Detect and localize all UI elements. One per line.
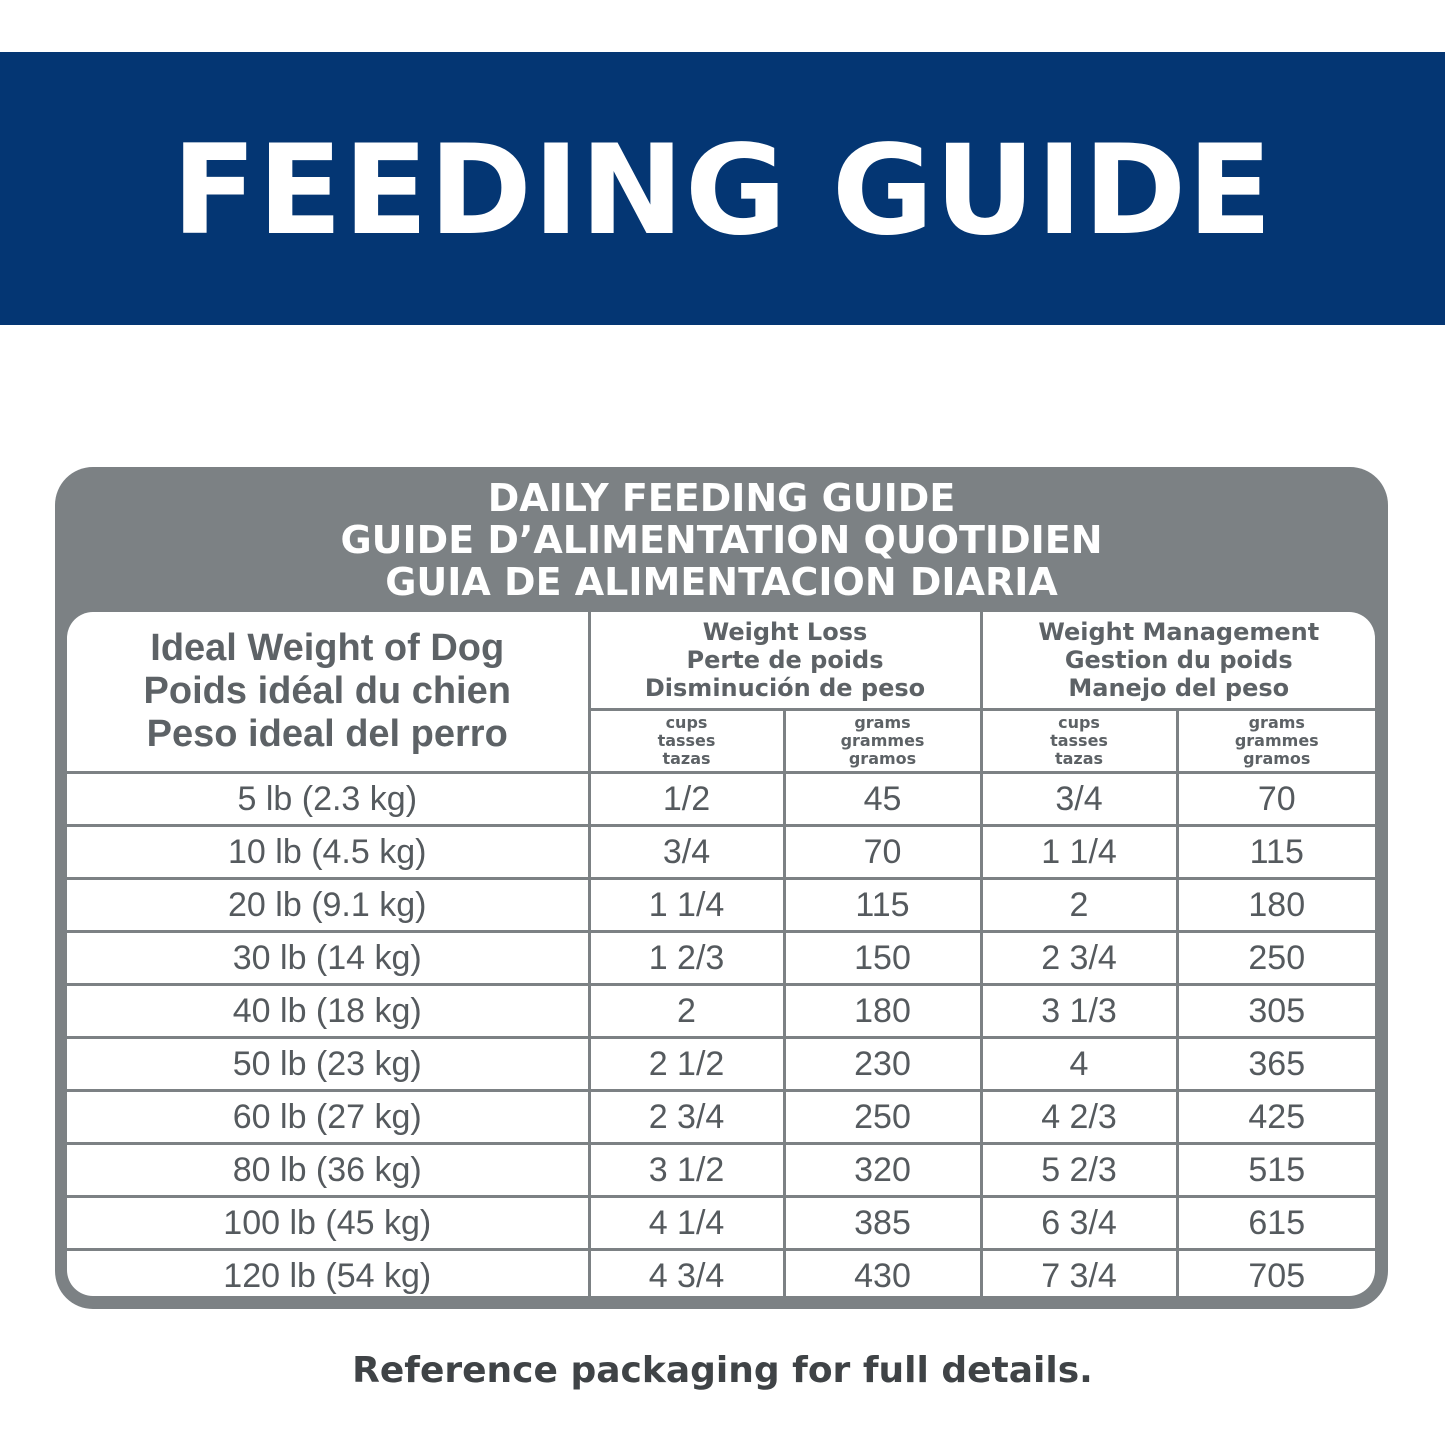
weight-loss-en: Weight Loss: [702, 618, 868, 646]
table-row: [67, 1197, 1375, 1250]
unit-label: gramos: [1243, 749, 1311, 768]
weight-header: [67, 612, 589, 773]
mgmt-cups-cell: 2: [981, 879, 1177, 932]
mgmt-cups-cell: 5 2/3: [981, 1144, 1177, 1197]
table-row: [67, 932, 1375, 985]
card-title-en: DAILY FEEDING GUIDE: [487, 476, 956, 520]
mgmt-grams-cell: 515: [1177, 1144, 1375, 1197]
card-title-es: GUIA DE ALIMENTACION DIARIA: [385, 560, 1058, 604]
card-title-fr: GUIDE D’ALIMENTATION QUOTIDIEN: [340, 518, 1103, 562]
mgmt-grams-cell: 305: [1177, 985, 1375, 1038]
unit-label: grammes: [840, 731, 925, 750]
mgmt-cups-cell: 3/4: [981, 773, 1177, 826]
loss-grams-cell: 45: [784, 773, 981, 826]
weight-cell: 60 lb (27 kg): [67, 1091, 589, 1144]
mgmt-grams-cell: 250: [1177, 932, 1375, 985]
weight-management-es: Manejo del peso: [1068, 674, 1290, 702]
table-row: [67, 1250, 1375, 1297]
loss-cups-cell: 3 1/2: [589, 1144, 784, 1197]
page-title: FEEDING GUIDE: [171, 118, 1274, 263]
unit-label: cups: [1058, 713, 1100, 732]
loss-grams-cell: 230: [784, 1038, 981, 1091]
unit-label: grams: [854, 713, 911, 732]
mgmt-grams-cell: 365: [1177, 1038, 1375, 1091]
loss-grams-cell: 250: [784, 1091, 981, 1144]
weight-cell: 40 lb (18 kg): [67, 985, 589, 1038]
loss-cups-cell: 2: [589, 985, 784, 1038]
weight-cell: 120 lb (54 kg): [67, 1250, 589, 1297]
mgmt-cups-cell: 7 3/4: [981, 1250, 1177, 1297]
loss-cups-cell: 3/4: [589, 826, 784, 879]
loss-cups-cell: 4 1/4: [589, 1197, 784, 1250]
loss-grams-cell: 385: [784, 1197, 981, 1250]
table-row: [67, 1038, 1375, 1091]
weight-loss-es: Disminución de peso: [644, 674, 926, 702]
loss-cups-cell: 1/2: [589, 773, 784, 826]
unit-label: tasses: [657, 731, 716, 750]
footer-note: Reference packaging for full details.: [352, 1350, 1093, 1391]
loss-grams-cell: 320: [784, 1144, 981, 1197]
loss-cups-cell: 1 2/3: [589, 932, 784, 985]
mgmt-cups-cell: 1 1/4: [981, 826, 1177, 879]
weight-header-en: Ideal Weight of Dog: [150, 627, 505, 669]
unit-header-cups: [981, 710, 1177, 773]
unit-label: tasses: [1050, 731, 1108, 750]
loss-grams-cell: 150: [784, 932, 981, 985]
weight-cell: 100 lb (45 kg): [67, 1197, 589, 1250]
weight-cell: 5 lb (2.3 kg): [67, 773, 589, 826]
table-row: [67, 1144, 1375, 1197]
loss-grams-cell: 180: [784, 985, 981, 1038]
mgmt-cups-cell: 3 1/3: [981, 985, 1177, 1038]
unit-header-grams: [1177, 710, 1375, 773]
table-row: [67, 879, 1375, 932]
unit-label: grammes: [1234, 731, 1319, 750]
weight-cell: 50 lb (23 kg): [67, 1038, 589, 1091]
loss-grams-cell: 115: [784, 879, 981, 932]
weight-loss-fr: Perte de poids: [686, 646, 884, 674]
mgmt-cups-cell: 2 3/4: [981, 932, 1177, 985]
unit-header-cups: [589, 710, 784, 773]
mgmt-grams-cell: 425: [1177, 1091, 1375, 1144]
table-row: [67, 1091, 1375, 1144]
table-row: [67, 773, 1375, 826]
weight-cell: 30 lb (14 kg): [67, 932, 589, 985]
loss-grams-cell: 430: [784, 1250, 981, 1297]
table-row: [67, 985, 1375, 1038]
weight-header-fr: Poids idéal du chien: [143, 670, 511, 712]
weight-cell: 20 lb (9.1 kg): [67, 879, 589, 932]
weight-cell: 80 lb (36 kg): [67, 1144, 589, 1197]
unit-header-grams: [784, 710, 981, 773]
mgmt-grams-cell: 115: [1177, 826, 1375, 879]
mgmt-grams-cell: 615: [1177, 1197, 1375, 1250]
feeding-table-container: [67, 612, 1375, 1296]
feeding-guide-card: [55, 467, 1388, 1309]
loss-cups-cell: 1 1/4: [589, 879, 784, 932]
table-row: [67, 826, 1375, 879]
mgmt-cups-cell: 6 3/4: [981, 1197, 1177, 1250]
loss-cups-cell: 2 3/4: [589, 1091, 784, 1144]
loss-cups-cell: 4 3/4: [589, 1250, 784, 1297]
weight-management-en: Weight Management: [1038, 618, 1320, 646]
unit-label: cups: [665, 713, 708, 732]
unit-label: tazas: [1054, 749, 1104, 768]
mgmt-grams-cell: 70: [1177, 773, 1375, 826]
unit-label: tazas: [662, 749, 711, 768]
unit-label: gramos: [848, 749, 917, 768]
banner: [0, 52, 1445, 325]
weight-management-fr: Gestion du poids: [1064, 646, 1293, 674]
loss-grams-cell: 70: [784, 826, 981, 879]
header-row-groups: [67, 612, 1375, 710]
loss-cups-cell: 2 1/2: [589, 1038, 784, 1091]
weight-loss-header: [589, 612, 981, 710]
card-title: [55, 477, 1388, 603]
mgmt-grams-cell: 705: [1177, 1250, 1375, 1297]
mgmt-cups-cell: 4: [981, 1038, 1177, 1091]
unit-label: grams: [1248, 713, 1305, 732]
feeding-table: [67, 612, 1375, 1296]
mgmt-cups-cell: 4 2/3: [981, 1091, 1177, 1144]
mgmt-grams-cell: 180: [1177, 879, 1375, 932]
weight-cell: 10 lb (4.5 kg): [67, 826, 589, 879]
weight-management-header: [981, 612, 1375, 710]
weight-header-es: Peso ideal del perro: [146, 713, 508, 755]
